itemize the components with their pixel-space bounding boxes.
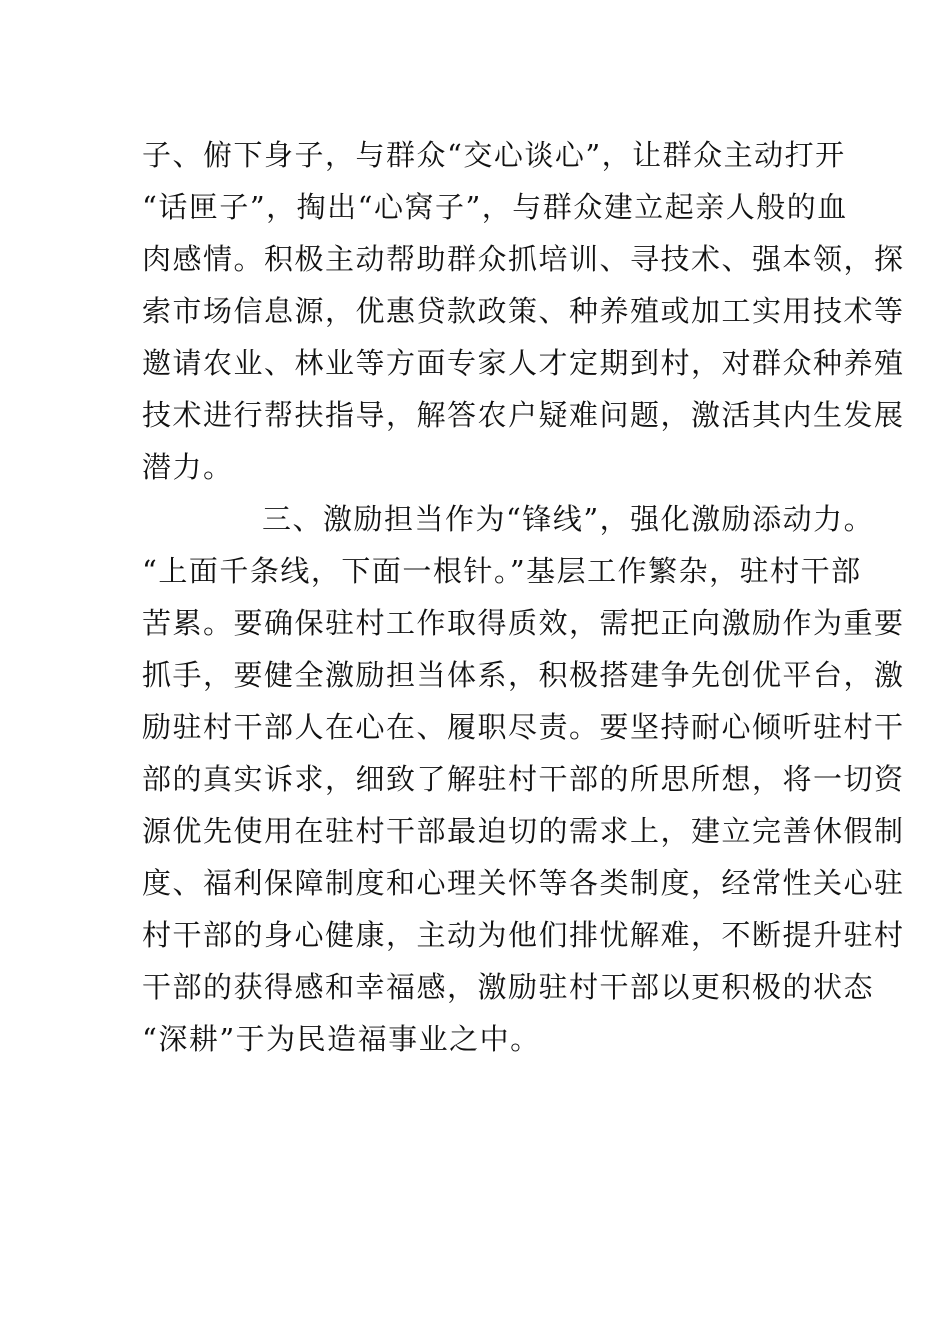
text-line: 村干部的身心健康，主动为他们排忧解难，不断提升驻村 [142, 918, 905, 952]
text-line: “上面千条线，下面一根针。”基层工作繁杂，驻村干部 [142, 554, 862, 588]
text-line: 抓手，要健全激励担当体系，积极搭建争先创优平台，激 [142, 658, 905, 692]
text-line: 潜力。 [142, 450, 234, 484]
text-line: “深耕”于为民造福事业之中。 [142, 1022, 541, 1056]
text-line: 肉感情。积极主动帮助群众抓培训、寻技术、强本领，探 [142, 242, 905, 276]
text-line: 励驻村干部人在心在、履职尽责。要坚持耐心倾听驻村干 [142, 710, 905, 744]
text-line: 源优先使用在驻村干部最迫切的需求上，建立完善休假制 [142, 814, 905, 848]
text-line: 部的真实诉求，细致了解驻村干部的所思所想，将一切资 [142, 762, 905, 796]
text-line: 苦累。要确保驻村工作取得质效，需把正向激励作为重要 [142, 606, 905, 640]
text-line: 子、俯下身子，与群众“交心谈心”，让群众主动打开 [142, 138, 846, 172]
text-line: 技术进行帮扶指导，解答农户疑难问题，激活其内生发展 [142, 398, 905, 432]
section-heading: 三、激励担当作为“锋线”，强化激励添动力。 [262, 502, 875, 536]
text-line: 度、福利保障制度和心理关怀等各类制度，经常性关心驻 [142, 866, 905, 900]
text-line: “话匣子”，掏出“心窝子”，与群众建立起亲人般的血 [142, 190, 848, 224]
text-line: 邀请农业、林业等方面专家人才定期到村，对群众种养殖 [142, 346, 905, 380]
text-line: 索市场信息源，优惠贷款政策、种养殖或加工实用技术等 [142, 294, 905, 328]
text-line: 干部的获得感和幸福感，激励驻村干部以更积极的状态 [142, 970, 875, 1004]
